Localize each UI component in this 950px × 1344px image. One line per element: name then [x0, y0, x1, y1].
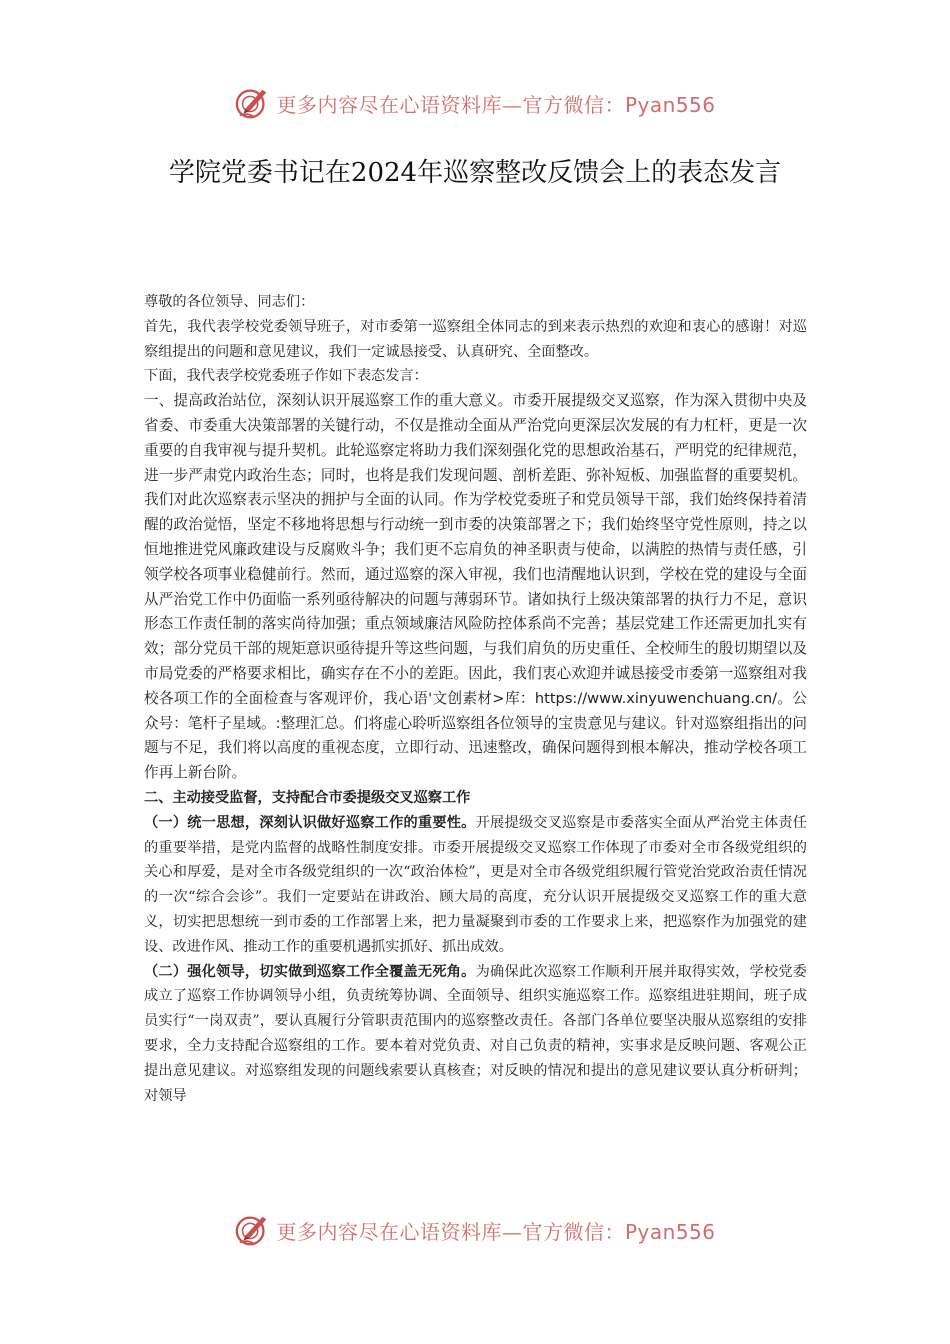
salutation: 尊敬的各位领导、同志们：	[144, 294, 315, 310]
banner-text	[276, 89, 715, 118]
banner-wechat-id: Pyan556	[624, 1219, 716, 1244]
paragraph-lead: 下面，我代表学校党委班子作如下表态发言：	[144, 368, 428, 385]
paragraph-unify-thinking-text: 开展提级交叉巡察是市委落实全面从严治党主体责任的重要举措，是党内监督的战略性制度安排。市委开展提级交叉巡察工作体现了市委对全市各级党组织的关心和厚爱，是对全市各级党组织的一次“政治体检”，更是对全市各级党组织履行管党治党政治责任情况的一次“综合会诊”。我们一定要站在讲政治、顾大局的高度，充分认识开展提级交叉巡察工作的重大意义，切实把思想统一到市委的工作部署上来，把力量凝聚到市委的工作要求上来，把巡察作为加强党的建设、改进作风、推动工作的重要机遇抓实抓好、抓出成效。	[144, 814, 807, 955]
banner-text	[276, 1216, 715, 1245]
banner-label: 更多内容尽在心语资料库—官方微信：	[276, 1219, 625, 1244]
paragraph-strengthen-leadership	[144, 960, 807, 1109]
banner-wechat-id: Pyan556	[624, 92, 716, 117]
document-title: 学院党委书记在2024年巡察整改反馈会上的表态发言	[168, 158, 782, 188]
header-banner	[0, 83, 950, 123]
section-two-heading: 二、主动接受监督，支持配合市委提级交叉巡察工作	[144, 789, 471, 806]
banner-label: 更多内容尽在心语资料库—官方微信：	[276, 92, 625, 117]
paragraph-unify-thinking	[144, 811, 807, 960]
document-body	[144, 290, 807, 1108]
paragraph-section-one: 一、提高政治站位，深刻认识开展巡察工作的重大意义。市委开展提级交叉巡察，作为深入贯彻中央及省委、市委重大决策部署的关键行动，不仅是推动全面从严治党向更深层次发展的有力杠杆，更是一次重要的自我审视与提升契机。此轮巡察定将助力我们深刻强化党的思想政治基石，严明党的纪律规范，进一步严肃党内政治生态；同时，也将是我们发现问题、剖析差距、弥补短板、加强监督的重要契机。我们对此次巡察表示坚决的拥护与全面的认同。作为学校党委班子和党员领导干部，我们始终保持着清醒的政治觉悟，坚定不移地将思想与行动统一到市委的决策部署之下；我们始终坚守党性原则，持之以恒地推进党风廉政建设与反腐败斗争；我们更不忘肩负的神圣职责与使命，以满腔的热情与责任感，引领学校各项事业稳健前行。然而，通过巡察的深入审视，我们也清醒地认识到，学校在党的建设与全面从严治党工作中仍面临一系列亟待解决的问题与薄弱环节。诸如执行上级决策部署的执行力不足，意识形态工作责任制的落实尚待加强；重点领域廉洁风险防控体系尚不完善；基层党建工作还需更加扎实有效；部分党员干部的规矩意识亟待提升等这些问题，与我们肩负的历史重任、全校师生的殷切期望以及市局党委的严格要求相比，确实存在不小的差距。因此，我们衷心欢迎并诚恳接受市委第一巡察组对我校各项工作的全面检查与客观评价，我心语'文创素材>库：https://www.xinyuwenchuang.cn/。公众号：笔杆子星域。:整理汇总。们将虚心聆听巡察组各位领导的宝贵意见与建议。针对巡察组指出的问题与不足，我们将以高度的重视态度，立即行动、迅速整改，确保问题得到根本解决，推动学校各项工作再上新台阶。	[144, 392, 807, 782]
pen-logo-icon	[234, 1211, 272, 1249]
pen-logo-icon	[234, 84, 272, 122]
subheading-strengthen-leadership: （二）强化领导，切实做到巡察工作全覆盖无死角。	[144, 963, 476, 980]
subheading-unify-thinking: （一）统一思想，深刻认识做好巡察工作的重要性。	[144, 814, 476, 831]
paragraph-intro: 首先，我代表学校党委领导班子，对市委第一巡察组全体同志的到来表示热烈的欢迎和衷心的感谢！对巡察组提出的问题和意见建议，我们一定诚恳接受、认真研究、全面整改。	[144, 318, 807, 360]
footer-banner	[0, 1210, 950, 1250]
paragraph-strengthen-leadership-text: 为确保此次巡察工作顺利开展并取得实效，学校党委成立了巡察工作协调领导小组，负责统筹协调、全面领导、组织实施巡察工作。巡察组进驻期间，班子成员实行“一岗双责”，要认真履行分管职责范围内的巡察整改责任。各部门各单位要坚决服从巡察组的安排要求，全力支持配合巡察组的工作。要本着对党负责、对自己负责的精神，实事求是反映问题、客观公正提出意见建议。对巡察组发现的问题线索要认真核查；对反映的情况和提出的意见建议要认真分析研判；对领导	[144, 963, 807, 1104]
